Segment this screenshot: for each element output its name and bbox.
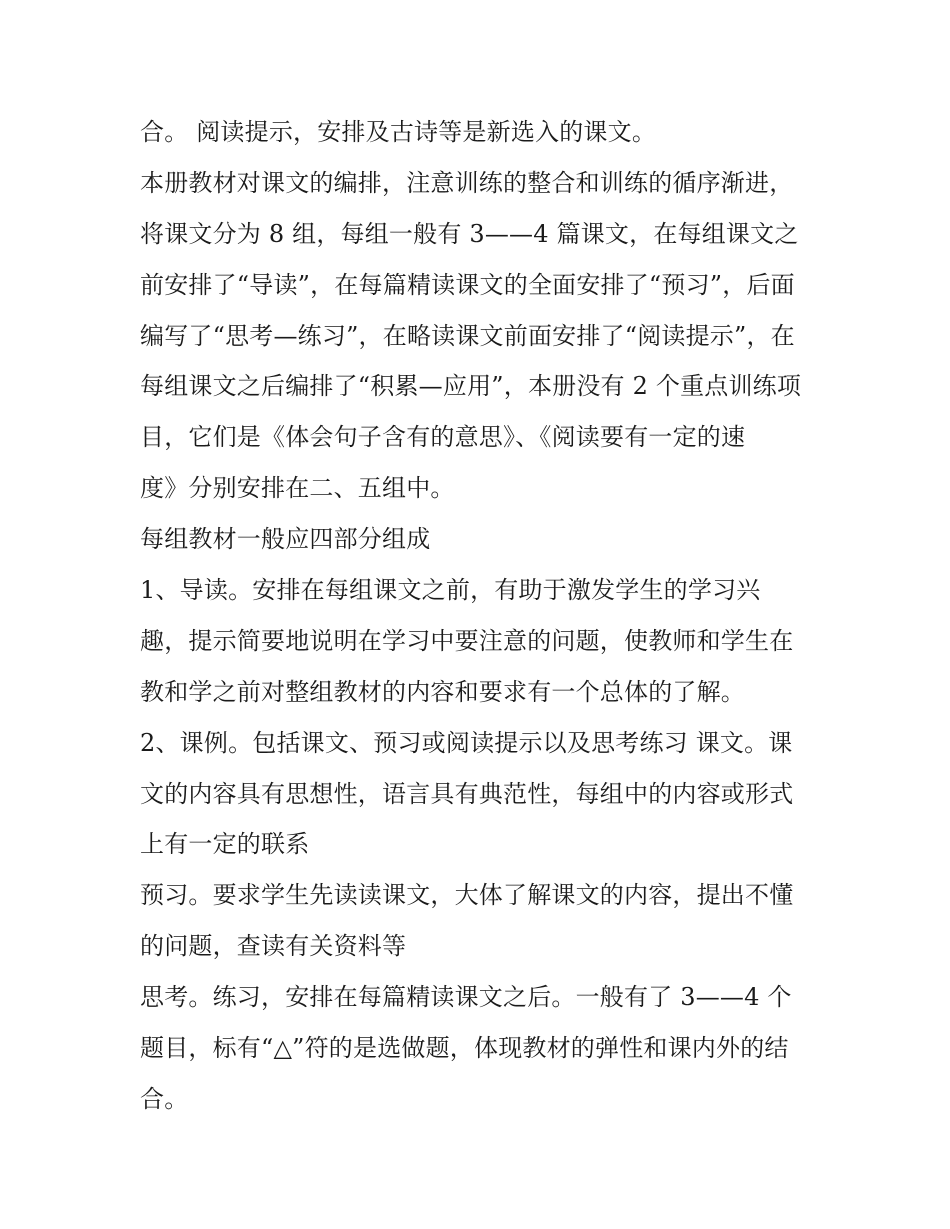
text-line: 每组课文之后编排了“积累—应用”，本册没有 2 个重点训练项 [140, 372, 802, 401]
text-line: 目，它们是《体会句子含有的意思》、《阅读要有一定的速 [140, 423, 746, 452]
text-line: 1、导读。安排在每组课文之前，有助于激发学生的学习兴 [140, 576, 761, 605]
text-line: 教和学之前对整组教材的内容和要求有一个总体的了解。 [140, 677, 745, 706]
text-line: 的问题，查读有关资料等 [140, 932, 407, 961]
text-line: 编写了“思考—练习”，在略读课文前面安排了“阅读提示”，在 [140, 321, 795, 350]
text-line: 文的内容具有思想性，语言具有典范性，每组中的内容或形式 [140, 779, 794, 808]
text-line: 合。 [140, 1084, 189, 1113]
text-line: 本册教材对课文的编排，注意训练的整合和训练的循序渐进， [140, 168, 794, 197]
text-line: 题目，标有“△”符的是选做题，体现教材的弹性和课内外的结 [140, 1034, 789, 1063]
text-line: 将课文分为 8 组，每组一般有 3——4 篇课文，在每组课文之 [140, 219, 799, 248]
document-body [140, 107, 820, 1125]
text-line: 度》分别安排在二、五组中。 [140, 474, 455, 503]
text-line: 上有一定的联系 [140, 830, 310, 859]
text-line: 前安排了“导读”，在每篇精读课文的全面安排了“预习”，后面 [140, 270, 795, 299]
text-line: 预习。要求学生先读读课文，大体了解课文的内容，提出不懂 [140, 881, 794, 910]
text-line: 思考。练习，安排在每篇精读课文之后。一般有了 3——4 个 [140, 983, 792, 1012]
text-line: 趣，提示简要地说明在学习中要注意的问题，使教师和学生在 [140, 626, 794, 655]
text-line: 合。 阅读提示，安排及古诗等是新选入的课文。 [140, 118, 657, 146]
text-line: 每组教材一般应四部分组成 [140, 525, 431, 554]
text-line: 2、课例。包括课文、预习或阅读提示以及思考练习 课文。课 [140, 728, 793, 757]
